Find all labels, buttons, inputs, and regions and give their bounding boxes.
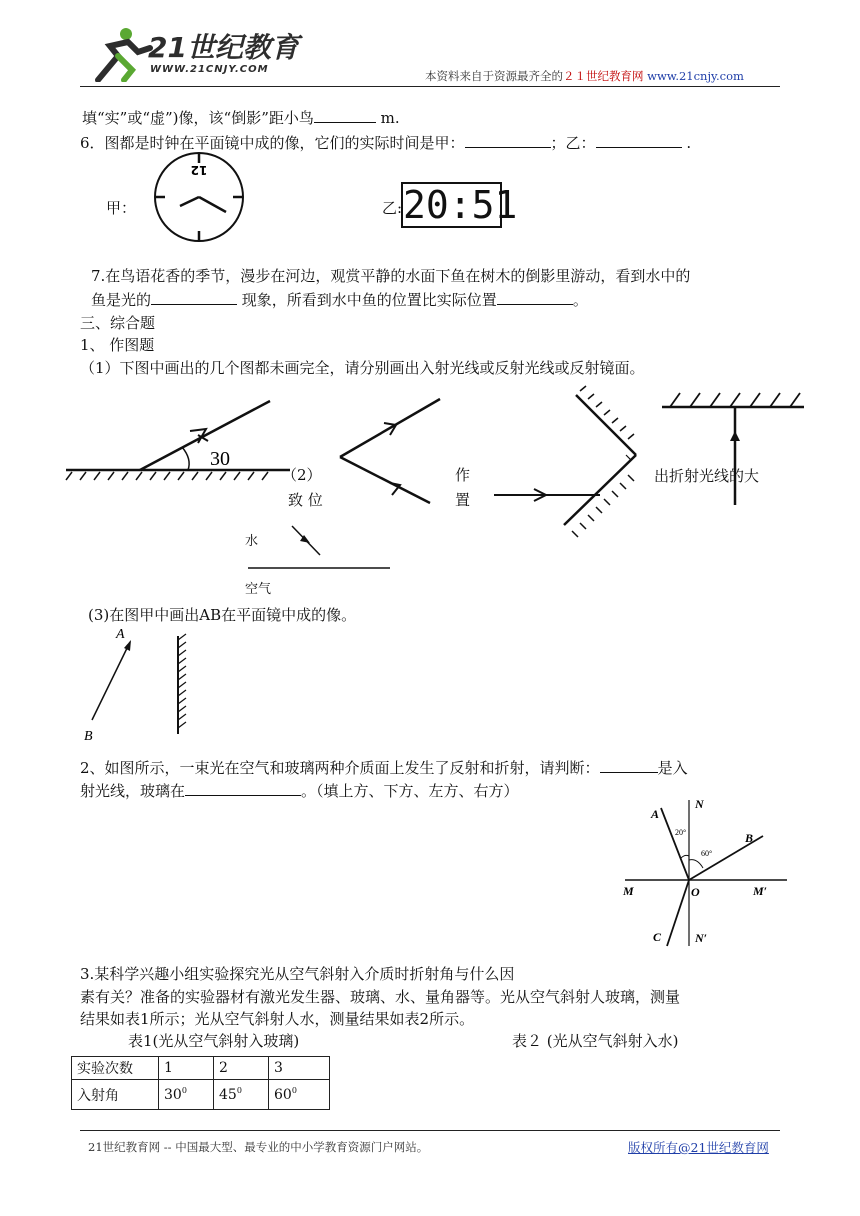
table-row — [72, 1057, 330, 1080]
table-cell: 2 — [214, 1057, 269, 1080]
ray-diagrams — [60, 385, 820, 600]
clock-number: 12 — [190, 163, 208, 177]
q3-line-2: 素有关？准备的实验器材有激光发生器、玻璃、水、量角器等。光从空气斜射人玻璃，测量 — [80, 988, 681, 1006]
fig-label-c: C — [653, 930, 662, 944]
fig-label-m: M — [623, 884, 634, 898]
mirror-clock-figure — [152, 150, 246, 244]
table-cell: 1 — [159, 1057, 214, 1080]
table-2-caption: 表２ (光从空气斜射入水) — [512, 1032, 679, 1050]
digital-clock-reading: 20:51 — [403, 183, 518, 227]
fig-label-a: A — [651, 807, 660, 821]
answer-blank[interactable] — [497, 290, 573, 305]
q7-text-2: 现象，所看到水中鱼的位置比实际位置 — [241, 291, 497, 309]
q7-text-1: 鱼是光的 — [91, 291, 152, 309]
footer-rule — [80, 1130, 780, 1131]
answer-blank[interactable] — [600, 758, 658, 773]
degree-mark: 0 — [236, 1086, 242, 1095]
task-2-text-b: 作 — [455, 466, 471, 484]
q6-text: 6．图都是时钟在平面镜中成的像，它们的实际时间是甲： — [80, 134, 465, 152]
degree-mark: 0 — [181, 1086, 187, 1095]
angle-value: 45 — [219, 1087, 237, 1103]
angle-value: 30 — [164, 1087, 182, 1103]
fig-label-o: O — [691, 885, 700, 899]
answer-blank-jia[interactable] — [465, 133, 551, 148]
q5-text: 填“实”或“虚”)像，该“倒影”距小鸟 — [82, 109, 314, 127]
header-note-site: ２１世纪教育网 — [563, 69, 644, 83]
logo-text: 21世纪教育 — [148, 31, 299, 64]
fig-label-m-prime: M′ — [753, 884, 768, 898]
answer-blank[interactable] — [314, 108, 376, 123]
table-cell: 实验次数 — [72, 1057, 159, 1080]
q6-mid: ；乙： — [550, 134, 596, 152]
q2-text-1: 2、如图所示，一束光在空气和玻璃两种介质面上发生了反射和折射，请判断： — [80, 759, 600, 777]
task-3-text: (3)在图甲中画出AB在平面镜中成的像。 — [88, 606, 357, 624]
logo-url: WWW.21CNJY.COM — [150, 64, 269, 75]
fig-label-n: N — [695, 798, 704, 811]
header-note-prefix: 本资料来自于资源最齐全的 — [425, 69, 563, 83]
point-b-label: B — [84, 729, 93, 744]
fig-angle-20: 20° — [675, 828, 687, 837]
q2-line-1 — [80, 758, 688, 778]
answer-blank[interactable] — [151, 290, 237, 305]
reflection-refraction-figure — [615, 798, 795, 953]
table-cell — [269, 1080, 330, 1110]
q7-line-2 — [91, 290, 588, 310]
fig-label-b: B — [745, 831, 754, 845]
table-cell — [159, 1080, 214, 1110]
task-1-text: （1）下图中画出的几个图都未画完全，请分别画出入射光线或反射光线或反射镜面。 — [80, 359, 645, 377]
header-note — [425, 68, 744, 84]
answer-blank[interactable] — [185, 781, 301, 796]
task-2-label: （2） — [282, 466, 322, 484]
table-cell: 3 — [269, 1057, 330, 1080]
label-yi: 乙: — [382, 199, 403, 217]
answer-blank-yi[interactable] — [596, 133, 682, 148]
task-2-text-a: 致 位 — [288, 491, 323, 509]
q3-line-3: 结果如表1所示；光从空气斜射人水，测量结果如表2所示。 — [80, 1010, 475, 1028]
header-note-url[interactable]: www.21cnjy.com — [647, 69, 744, 83]
q6-end: . — [686, 134, 692, 152]
q2-text-2: 是入 — [657, 759, 688, 777]
q5-unit: m. — [380, 109, 400, 127]
q3-line-1: 3.某科学兴趣小组实验探究光从空气斜射入介质时折射角与什么因 — [80, 965, 515, 983]
digital-clock — [401, 182, 518, 228]
table-1-caption: 表1(光从空气斜射入玻璃) — [128, 1032, 300, 1050]
angle-value: 60 — [274, 1087, 292, 1103]
q7-end: 。 — [572, 291, 588, 309]
subsection-1-heading: 1、 作图题 — [80, 336, 155, 354]
table-row — [72, 1080, 330, 1110]
label-jia: 甲： — [106, 199, 137, 217]
fig-label-n-prime: N′ — [695, 931, 708, 945]
label-air: 空气 — [245, 582, 272, 597]
ab-mirror-figure — [80, 622, 210, 747]
label-water: 水 — [245, 534, 259, 549]
footer-left: 21世纪教育网 -- 中国最大型、最专业的中小学教育资源门户网站。 — [88, 1140, 429, 1154]
q7-line-1: 7.在鸟语花香的季节，漫步在河边，观赏平静的水面下鱼在树木的倒影里游动，看到水中的 — [91, 267, 691, 285]
point-a-label: A — [116, 627, 125, 642]
fig-angle-60: 60° — [701, 849, 713, 858]
header-rule — [80, 86, 780, 87]
table-cell: 入射角 — [72, 1080, 159, 1110]
task-2-text-d: 出折射光线的大 — [654, 467, 760, 485]
degree-mark: 0 — [291, 1086, 297, 1095]
table-1 — [71, 1056, 330, 1110]
task-2-text-c: 置 — [455, 491, 471, 509]
q2-text-4: 。（填上方、下方、左方、右方） — [301, 782, 519, 800]
q2-line-2 — [80, 781, 519, 801]
q2-text-3: 射光线，玻璃在 — [80, 782, 186, 800]
angle-label: 30 — [210, 448, 230, 470]
table-cell — [214, 1080, 269, 1110]
footer-copyright-link[interactable]: 版权所有@21世纪教育网 — [628, 1140, 769, 1155]
section-3-heading: 三、综合题 — [80, 314, 156, 332]
q5-line — [82, 108, 400, 128]
